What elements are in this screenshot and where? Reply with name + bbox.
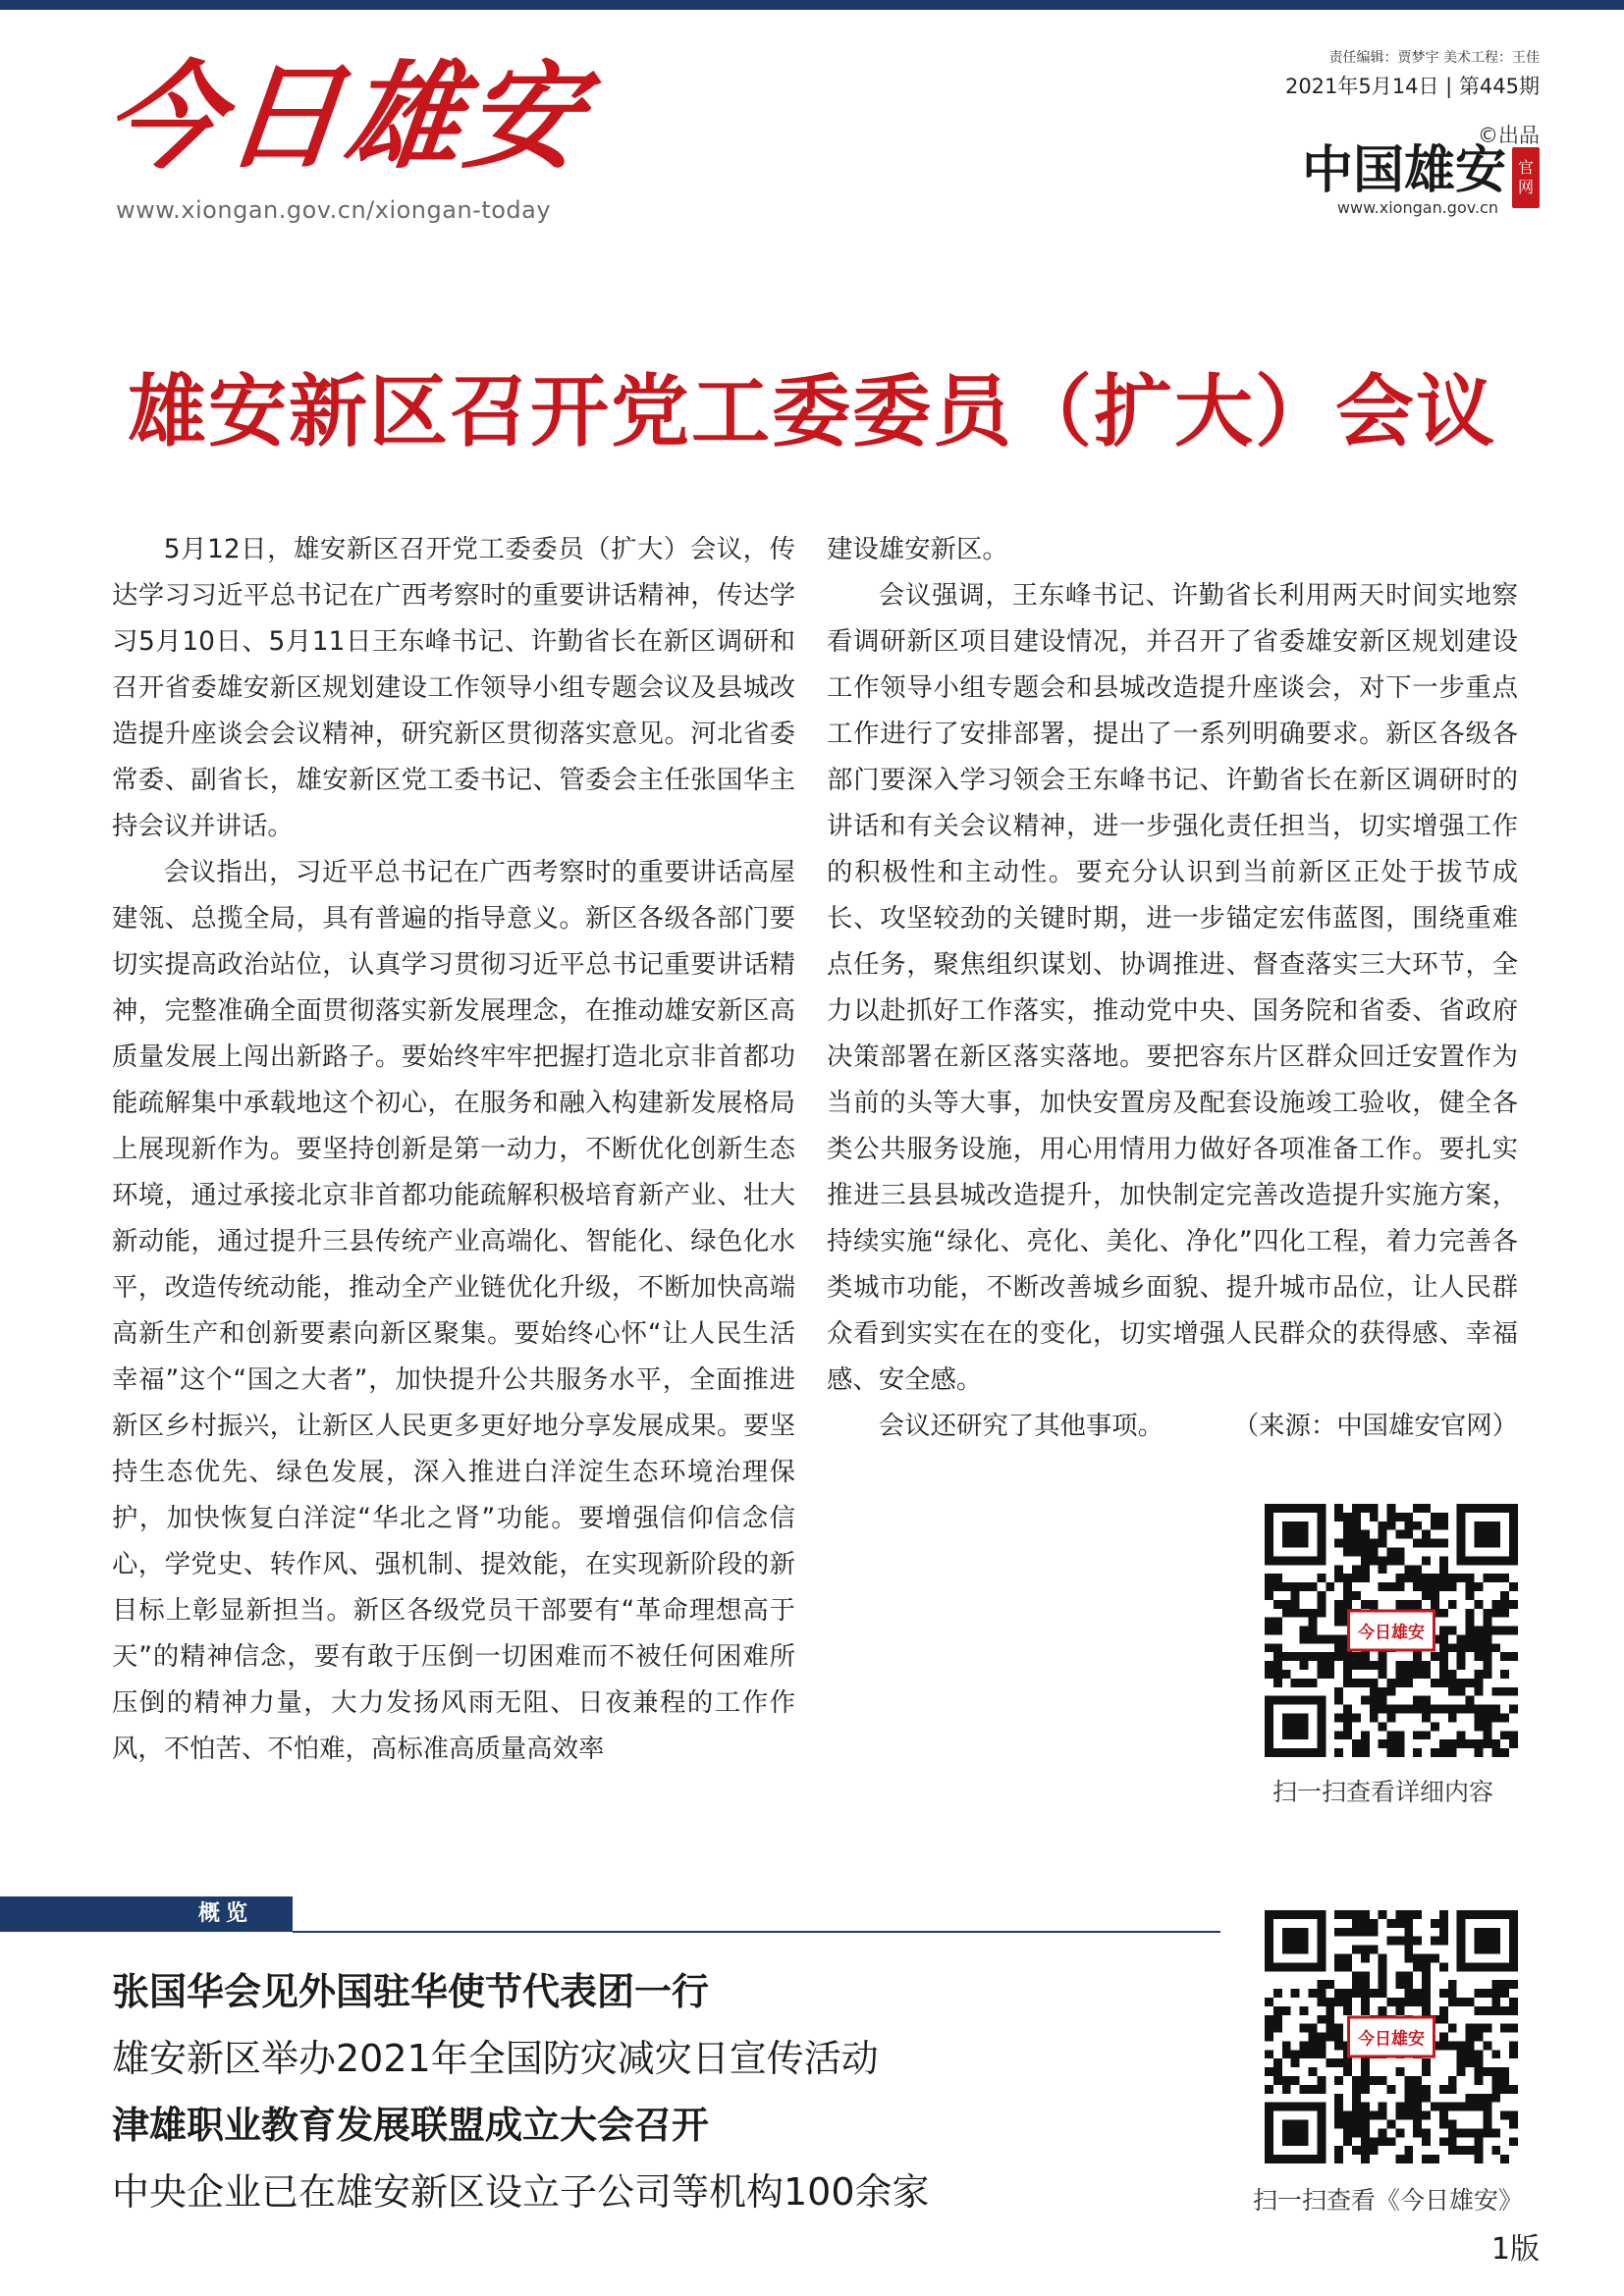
overview-label: 概览 [198,1901,254,1926]
masthead-url[interactable]: www.xiongan.gov.cn/xiongan-today [116,196,552,224]
overview-rule [293,1931,1220,1933]
editors-credit: 责任编辑：贾梦宇 美术工程：王佳 [1328,50,1540,66]
qr-caption-publication: 扫一扫查看《今日雄安》 [1253,2186,1524,2215]
closing-text: 会议还研究了其他事项。 [878,1411,1164,1441]
article-column-right [827,526,1518,1449]
article-paragraph: 5月12日，雄安新区召开党工委委员（扩大）会议，传达学习习近平总书记在广西考察时的重要讲话精神，传达学习5月10日、5月11日王东峰书记、许勤省长在新区调研和召开省委雄安新区规划建设工作领导小组专题会议及县城改造提升座谈会会议精神，研究新区贯彻落实意见。河北省委常委、副省长，雄安新区党工委书记、管委会主任张国华主持会议并讲话。 [112,534,795,841]
issue-date: 2021年5月14日 | 第445期 [1284,75,1540,98]
qr-code-publication[interactable] [1265,1910,1518,2163]
article-column-left [112,526,795,1772]
article-paragraph: 建设雄安新区。 [827,534,1008,564]
article-paragraph: 会议强调，王东峰书记、许勤省长利用两天时间实地察看调研新区项目建设情况，并召开了省委雄安新区规划建设工作领导小组专题会和县城改造提升座谈会，对下一步重点工作进行了安排部署，提出了一系列明确要求。新区各级各部门要深入学习领会王东峰书记、许勤省长在新区调研时的讲话和有关会议精神，进一步强化责任担当，切实增强工作的积极性和主动性。要充分认识到当前新区正处于拔节成长、攻坚较劲的关键时期，进一步锚定宏伟蓝图，围绕重难点任务，聚焦组织谋划、协调推进、督查落实三大环节，全力以赴抓好工作落实，推动党中央、国务院和省委、省政府决策部署在新区落实落地。要把容东片区群众回迁安置作为当前的头等大事，加快安置房及配套设施竣工验收，健全各类公共服务设施，用心用情用力做好各项准备工作。要扎实推进三县县城改造提升，加快制定完善改造提升实施方案，持续实施“绿化、亮化、美化、净化”四化工程，着力完善各类城市功能，不断改善城乡面貌、提升城市品位，让人民群众看到实实在在的变化，切实增强人民群众的获得感、幸福感、安全感。 [827,580,1518,1395]
overview-item[interactable]: 津雄职业教育发展联盟成立大会召开 [112,2104,710,2147]
overview-item[interactable]: 张国华会见外国驻华使节代表团一行 [112,1970,710,2013]
page-number: 1版 [1490,2232,1540,2267]
producer-seal-text: 官网 [1517,158,1534,196]
overview-item[interactable]: 雄安新区举办2021年全国防灾减灾日宣传活动 [112,2037,879,2080]
producer-url[interactable]: www.xiongan.gov.cn [1336,198,1498,217]
producer-logo: 中国雄安 [1301,140,1506,200]
producer-label: ©出品 [1478,124,1540,147]
article-paragraph: 会议指出，习近平总书记在广西考察时的重要讲话高屋建瓴、总揽全局，具有普遍的指导意义。新区各级各部门要切实提高政治站位，认真学习贯彻习近平总书记重要讲话精神，完整准确全面贯彻落实新发展理念，在推动雄安新区高质量发展上闯出新路子。要始终牢牢把握打造北京非首都功能疏解集中承载地这个初心，在服务和融入构建新发展格局上展现新作为。要坚持创新是第一动力，不断优化创新生态环境，通过承接北京非首都功能疏解积极培育新产业、壮大新动能，通过提升三县传统产业高端化、智能化、绿色化水平，改造传统动能，推动全产业链优化升级，不断加快高端高新生产和创新要素向新区聚集。要始终心怀“让人民生活幸福”这个“国之大者”，加快提升公共服务水平，全面推进新区乡村振兴，让新区人民更多更好地分享发展成果。要坚持生态优先、绿色发展，深入推进白洋淀生态环境治理保护，加快恢复白洋淀“华北之肾”功能。要增强信仰信念信心，学党史、转作风、强机制、提效能，在实现新阶段的新目标上彰显新担当。新区各级党员干部要有“革命理想高于天”的精神信念，要有敢于压倒一切困难而不被任何困难所压倒的精神力量，大力发扬风雨无阻、日夜兼程的工作作风，不怕苦、不怕难，高标准高质量高效率 [112,857,795,1764]
producer-seal [1512,147,1540,208]
article-closing [827,1403,1518,1449]
article-source: （来源：中国雄安官网） [1232,1411,1518,1441]
qr-code-detail[interactable] [1265,1504,1518,1757]
overview-item[interactable]: 中央企业已在雄安新区设立子公司等机构100余家 [112,2170,930,2214]
qr-badge: 今日雄安 [1347,2016,1435,2058]
qr-caption-detail: 扫一扫查看详细内容 [1272,1778,1494,1806]
qr-badge: 今日雄安 [1347,1610,1435,1652]
top-color-bar [0,0,1624,10]
page-title: 雄安新区召开党工委委员（扩大）会议 [128,364,1496,457]
masthead-brand: 今日雄安 [98,48,593,185]
